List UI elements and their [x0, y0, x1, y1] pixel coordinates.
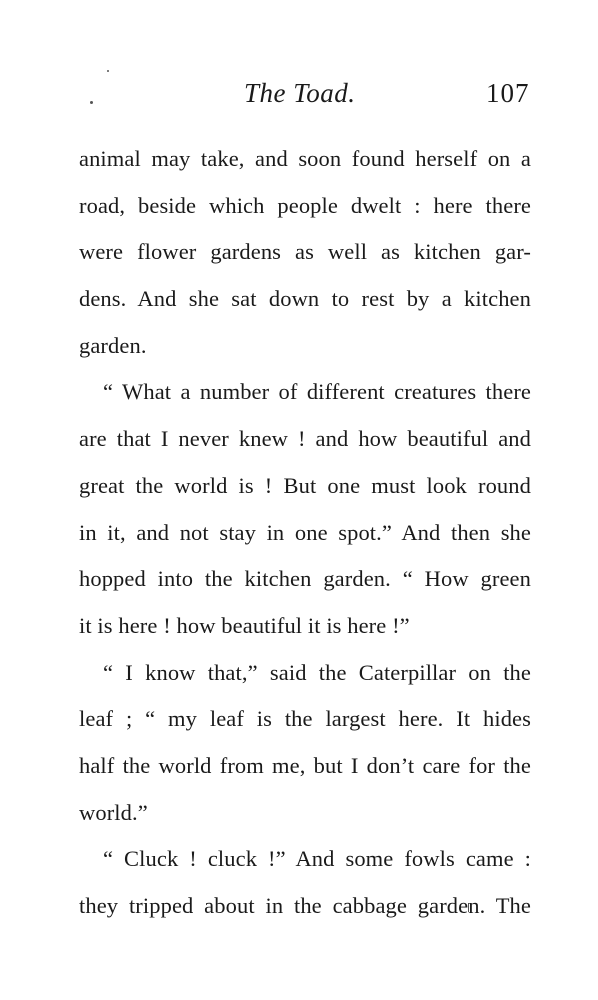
- text-line: “ Cluck ! cluck !” And some fowls came :: [103, 846, 531, 872]
- text-line: leaf ; “ my leaf is the largest here. It hides: [79, 706, 531, 732]
- text-line: they tripped about in the cabbage garden. The: [79, 893, 531, 918]
- text-line: garden.: [79, 332, 147, 358]
- text-line: world.”: [79, 799, 148, 825]
- text-line: dens. And she sat down to rest by a kitchen: [79, 286, 531, 312]
- body-text: [79, 136, 531, 930]
- running-head: [0, 78, 598, 118]
- text-line: “ I know that,” said the Caterpillar on the: [103, 659, 531, 685]
- text-line: were flower gardens as well as kitchen gar-: [79, 239, 531, 265]
- text-line: animal may take, and soon found herself on a: [79, 146, 531, 171]
- page-number: 107: [486, 78, 530, 108]
- text-line: in it, and not stay in one spot.” And then she: [79, 519, 531, 545]
- text-line: half the world from me, but I don’t care for the: [79, 752, 531, 778]
- text-line: it is here ! how beautiful it is here !”: [79, 612, 410, 638]
- running-title: The Toad.: [244, 78, 356, 108]
- text-line: hopped into the kitchen garden. “ How green: [79, 566, 531, 592]
- text-line: “ What a number of different creatures there: [103, 379, 531, 405]
- text-line: are that I never knew ! and how beautiful and: [79, 426, 531, 452]
- text-line: great the world is ! But one must look round: [79, 472, 531, 498]
- print-speck-mark: [107, 70, 109, 72]
- text-line: road, beside which people dwelt : here there: [79, 192, 531, 218]
